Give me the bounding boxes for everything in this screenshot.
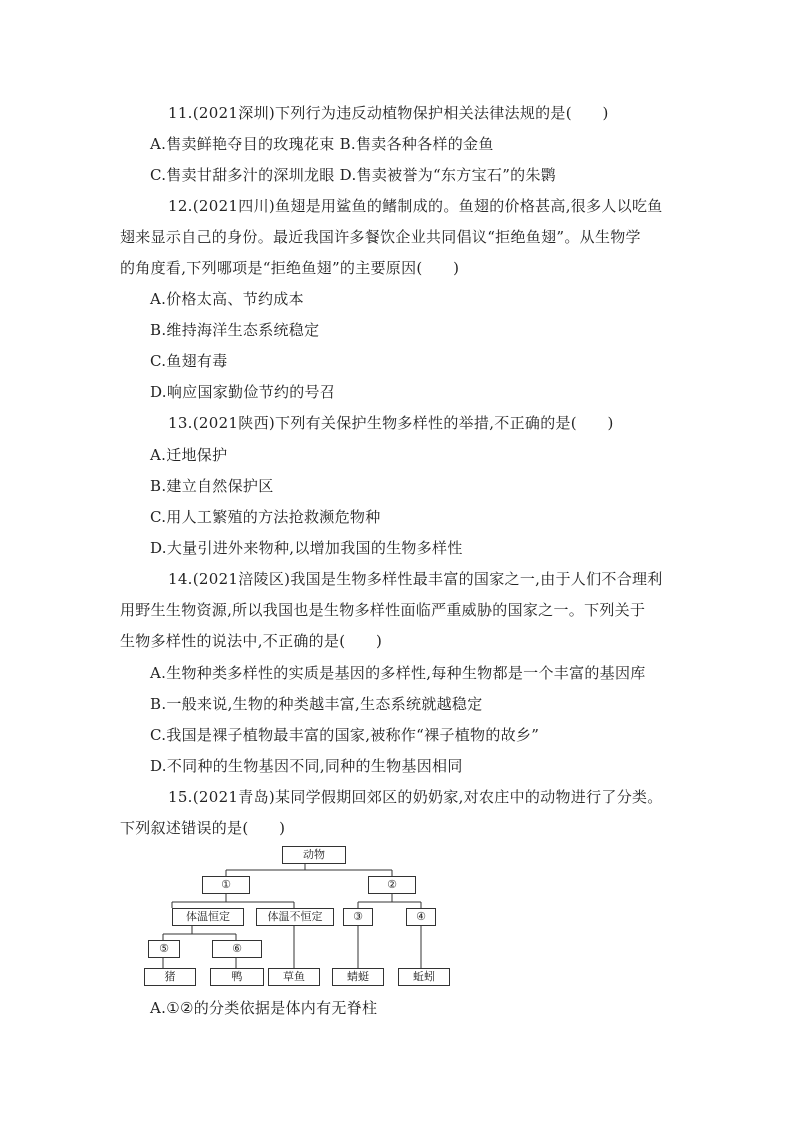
question-14-option-c: C.我国是裸子植物最丰富的国家,被称作“裸子植物的故乡” [150,726,540,744]
node-level1-1: ① [202,876,250,894]
question-13-option-b: B.建立自然保护区 [150,477,274,495]
leaf-pig: 猪 [144,968,196,986]
node-level2-3: ③ [343,908,373,926]
question-12-option-b: B.维持海洋生态系统稳定 [150,321,320,339]
question-14-stem-line-3: 生物多样性的说法中,不正确的是( ) [120,632,383,650]
question-12-option-c: C.鱼翅有毒 [150,352,228,370]
animal-classification-diagram [140,840,470,1000]
node-level3-6: ⑥ [212,940,262,958]
question-14-option-b: B.一般来说,生物的种类越丰富,生态系统就越稳定 [150,695,483,713]
node-root: 动物 [282,846,346,864]
node-warm-blooded: 体温恒定 [172,908,244,926]
leaf-dragonfly: 蜻蜓 [332,968,384,986]
question-14-stem-line-1: 14.(2021涪陵区)我国是生物多样性最丰富的国家之一,由于人们不合理利 [168,570,663,588]
question-12-option-d: D.响应国家勤俭节约的号召 [150,383,336,401]
question-13-option-a: A.迁地保护 [150,446,228,464]
question-15-stem-line-2: 下列叙述错误的是( ) [120,819,286,837]
question-13-option-d: D.大量引进外来物种,以增加我国的生物多样性 [150,539,463,557]
question-11-option-ab: A.售卖鲜艳夺目的玫瑰花束 B.售卖各种各样的金鱼 [150,135,494,153]
question-14-stem-line-2: 用野生生物资源,所以我国也是生物多样性面临严重威胁的国家之一。下列关于 [120,601,646,619]
leaf-earthworm: 蚯蚓 [398,968,450,986]
question-15-option-a: A.①②的分类依据是体内有无脊柱 [150,999,378,1017]
question-11-option-cd: C.售卖甘甜多汁的深圳龙眼 D.售卖被誉为“东方宝石”的朱鹮 [150,166,557,184]
question-14-option-d: D.不同种的生物基因不同,同种的生物基因相同 [150,757,463,775]
question-15-stem-line-1: 15.(2021青岛)某同学假期回郊区的奶奶家,对农庄中的动物进行了分类。 [168,788,663,806]
question-11-stem: 11.(2021深圳)下列行为违反动植物保护相关法律法规的是( ) [168,104,609,122]
node-level1-2: ② [368,876,416,894]
leaf-grass-carp: 草鱼 [268,968,320,986]
question-14-option-a: A.生物种类多样性的实质是基因的多样性,每种生物都是一个丰富的基因库 [150,664,646,682]
node-level3-5: ⑤ [148,940,180,958]
node-level2-4: ④ [406,908,436,926]
question-13-stem: 13.(2021陕西)下列有关保护生物多样性的举措,不正确的是( ) [168,414,614,432]
question-12-stem-line-1: 12.(2021四川)鱼翅是用鲨鱼的鳍制成的。鱼翅的价格甚高,很多人以吃鱼 [168,197,663,215]
node-cold-blooded: 体温不恒定 [256,908,334,926]
question-13-option-c: C.用人工繁殖的方法抢救濒危物种 [150,508,381,526]
question-12-stem-line-2: 翅来显示自己的身份。最近我国许多餐饮企业共同倡议“拒绝鱼翅”。从生物学 [120,228,641,246]
question-12-option-a: A.价格太高、节约成本 [150,290,304,308]
question-12-stem-line-3: 的角度看,下列哪项是“拒绝鱼翅”的主要原因( ) [120,259,460,277]
leaf-duck: 鸭 [210,968,264,986]
